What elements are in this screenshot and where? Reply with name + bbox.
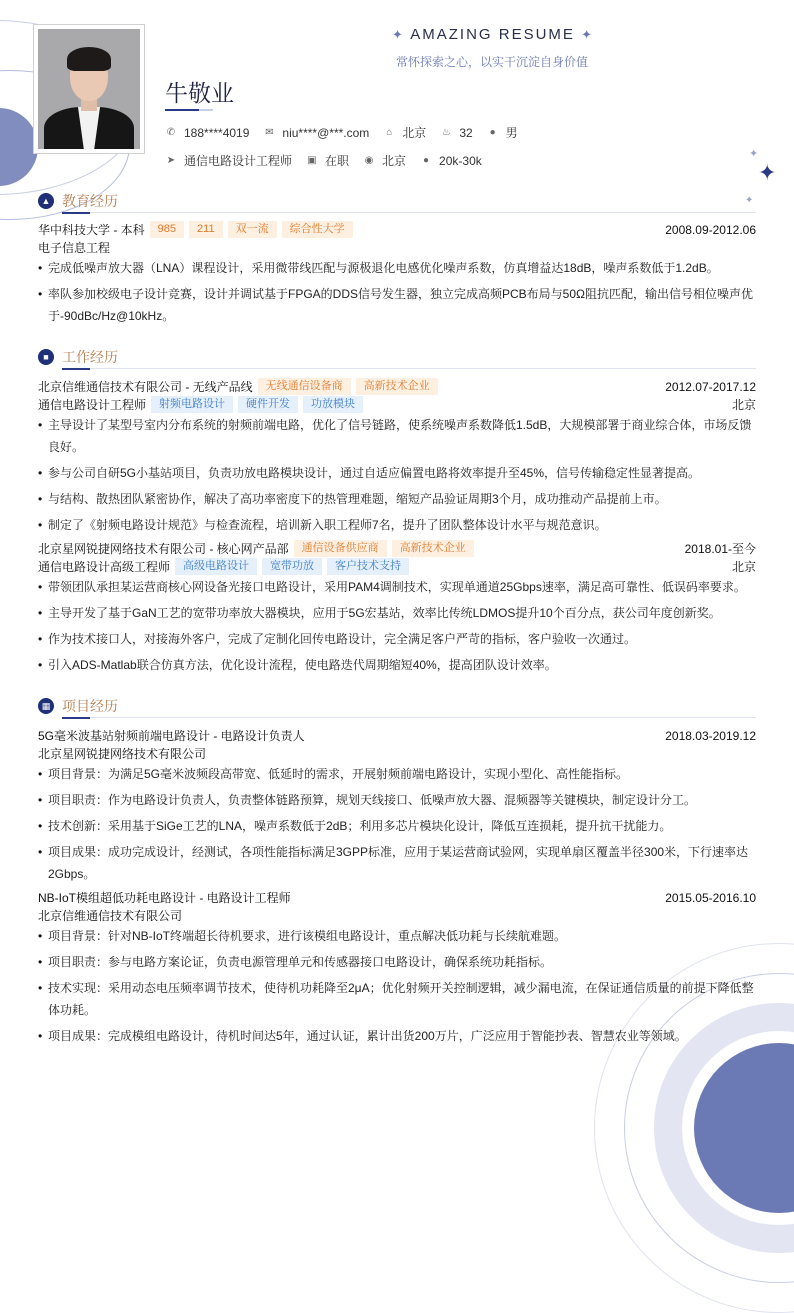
job-intent-row: [165, 152, 496, 169]
section-education: [38, 191, 118, 211]
job-bullet: • 与结构、散热团队紧密协作，解决了高功率密度下的热管理难题，缩短产品验证周期3个月，成功推动产品提前上市。: [38, 488, 756, 510]
project-title: 5G毫米波基站射频前端电路设计 - 电路设计负责人: [38, 729, 305, 743]
job-period: 2012.07-2017.12: [665, 379, 756, 394]
education-major-row: [38, 239, 756, 256]
section-divider: [62, 368, 756, 369]
send-icon: ➤: [166, 155, 176, 166]
school: 华中科技大学 - 本科: [38, 223, 145, 237]
major: 电子信息工程: [38, 241, 111, 255]
grid-icon: ▦: [38, 698, 54, 714]
education-period: 2008.09-2012.06: [665, 222, 756, 237]
company: 北京星网锐捷网络技术有限公司 - 核心网产品部: [38, 542, 289, 556]
home-icon: ⌂: [386, 127, 393, 138]
project-entry-header: [38, 727, 756, 744]
education-bullet: • 率队参加校级电子设计竞赛，设计并调试基于FPGA的DDS信号发生器，独立完成高频PCB布局与50Ω阻抗匹配，输出信号相位噪声优于-90dBc/Hz@10kHz。: [38, 283, 756, 327]
sparkle-icon: ✦: [758, 160, 777, 185]
email: niu****@***.com: [282, 125, 370, 140]
section-title: 项目经历: [62, 698, 118, 714]
job-bullet: • 作为技术接口人，对接海外客户，完成了定制化回传电路设计，完全满足客户严苛的指标，客户验收一次通过。: [38, 628, 756, 650]
job-bullet: • 带领团队承担某运营商核心网设备光接口电路设计，采用PAM4调制技术，实现单通道25Gbps速率，满足高可靠性、低误码率要求。: [38, 576, 756, 598]
project-org: 北京星网锐捷网络技术有限公司: [38, 747, 207, 761]
role-tag: 高级电路设计: [175, 558, 257, 575]
motto: 常怀探索之心，以实干沉淀自身价值: [395, 55, 588, 69]
resume-title-text: AMAZING RESUME: [410, 26, 575, 43]
role-tag: 客户技术支持: [327, 558, 409, 575]
profile-photo: [33, 24, 145, 154]
school-tag: 双一流: [228, 221, 277, 238]
section-title: 工作经历: [62, 349, 118, 365]
job-target: 通信电路设计工程师: [184, 154, 293, 168]
person-icon: ●: [489, 127, 496, 138]
project-bullet: • 项目成果：成功完成设计，经测试，各项性能指标满足3GPP标准，应用于某运营商试验网，实现单扇区覆盖半径300米，下行速率达2Gbps。: [38, 841, 756, 885]
project-org: 北京信维通信技术有限公司: [38, 909, 183, 923]
job-period: 2018.01-至今: [684, 542, 756, 556]
section-divider-accent: [62, 212, 90, 214]
job-role-row: [38, 558, 756, 575]
email-icon: ✉: [265, 127, 274, 138]
briefcase-icon: ▣: [307, 155, 317, 166]
job-bullet: • 参与公司自研5G小基站项目，负责功放电路模块设计，通过自适应偏置电路将效率提升至45%，信号传输稳定性显著提高。: [38, 462, 756, 484]
contact-info-row: [165, 124, 532, 141]
role-tag: 射频电路设计: [151, 396, 233, 413]
city: 北京: [402, 126, 427, 140]
company-tag: 高新技术企业: [356, 378, 438, 395]
section-divider-accent: [62, 717, 90, 719]
company: 北京信维通信技术有限公司 - 无线产品线: [38, 380, 253, 394]
name-underline: [165, 109, 199, 111]
project-bullet: • 项目职责：作为电路设计负责人，负责整体链路预算，规划天线接口、低噪声放大器、混频器等关键模块，制定设计分工。: [38, 789, 756, 811]
job-bullet: • 引入ADS-Matlab联合仿真方法，优化设计流程，使电路迭代周期缩短40%，提高团队设计效率。: [38, 654, 756, 676]
section-work: [38, 347, 118, 367]
job-bullet: • 主导开发了基于GaN工艺的宽带功率放大器模块，应用于5G宏基站，效率比传统LDMOS提升10个百分点，获公司年度创新奖。: [38, 602, 756, 624]
location-icon: ◉: [364, 155, 374, 166]
company-tag: 无线通信设备商: [258, 378, 351, 395]
education-entry-header: [38, 221, 756, 238]
project-bullet: • 技术创新：采用基于SiGe工艺的LNA，噪声系数低于2dB；利用多芯片模块化设计，降低互连损耗，提升抗干扰能力。: [38, 815, 756, 837]
project-bullet: • 项目背景：为满足5G毫米波频段高带宽、低延时的需求，开展射频前端电路设计，实现小型化、高性能指标。: [38, 763, 756, 785]
gender: 男: [505, 126, 518, 140]
section-title: 教育经历: [62, 193, 118, 209]
school-tag: 综合性大学: [282, 221, 353, 238]
target-city: 北京: [382, 154, 407, 168]
project-bullet: • 技术实现：采用动态电压频率调节技术，使待机功耗降至2μA；优化射频开关控制逻辑，减少漏电流，在保证通信质量的前提下降低整体功耗。: [38, 977, 756, 1021]
role-tag: 宽带功放: [262, 558, 322, 575]
role-tag: 功放模块: [303, 396, 363, 413]
cake-icon: ♨: [441, 127, 451, 138]
project-title: NB-IoT模组超低功耗电路设计 - 电路设计工程师: [38, 891, 291, 905]
job-bullet: • 制定了《射频电路设计规范》与检查流程，培训新入职工程师7名，提升了团队整体设计水平与规范意识。: [38, 514, 756, 536]
candidate-name: 牛敬业: [165, 80, 234, 106]
sparkle-icon: ✦: [745, 195, 754, 206]
school-tag: 211: [189, 221, 223, 238]
briefcase-icon: ■: [38, 349, 54, 365]
star-icon: ✦: [391, 27, 405, 42]
project-org-row: [38, 907, 756, 924]
job-location: 北京: [731, 560, 756, 574]
section-divider: [62, 212, 756, 213]
section-projects: [38, 696, 118, 716]
star-icon: ✦: [581, 27, 594, 42]
job-role-row: [38, 396, 756, 413]
company-tag: 高新技术企业: [392, 540, 474, 557]
name-underline: [199, 109, 213, 111]
job-role: 通信电路设计工程师: [38, 398, 147, 412]
school-tag: 985: [150, 221, 184, 238]
job-location: 北京: [731, 398, 756, 412]
sparkle-icon: ✦: [749, 148, 759, 160]
resume-title: [390, 26, 596, 43]
education-bullet: • 完成低噪声放大器（LNA）课程设计，采用微带线匹配与源极退化电感优化噪声系数，仿真增益达18dB，噪声系数低于1.2dB。: [38, 257, 756, 279]
graduation-cap-icon: ▲: [38, 193, 54, 209]
project-bullet: • 项目背景：针对NB-IoT终端超长待机要求，进行该模组电路设计，重点解决低功耗与长续航难题。: [38, 925, 756, 947]
company-tag: 通信设备供应商: [294, 540, 387, 557]
project-period: 2015.05-2016.10: [665, 890, 756, 905]
salary: 20k-30k: [439, 153, 482, 168]
phone-icon: ✆: [166, 127, 176, 138]
project-bullet: • 项目职责：参与电路方案论证，负责电源管理单元和传感器接口电路设计，确保系统功耗指标。: [38, 951, 756, 973]
project-bullet: • 项目成果：完成模组电路设计，待机时间达5年，通过认证，累计出货200万片，广泛应用于智能抄表、智慧农业等领域。: [38, 1025, 756, 1047]
phone: 188****4019: [184, 125, 250, 140]
job-role: 通信电路设计高级工程师: [38, 560, 171, 574]
job-bullet: • 主导设计了某型号室内分布系统的射频前端电路，优化了信号链路，使系统噪声系数降低1.5dB，大规模部署于商业综合体，市场反馈良好。: [38, 414, 756, 458]
section-divider: [62, 717, 756, 718]
employment-status: 在职: [325, 154, 350, 168]
job-entry-header: [38, 540, 756, 557]
job-entry-header: [38, 378, 756, 395]
project-period: 2018.03-2019.12: [665, 728, 756, 743]
section-divider-accent: [62, 368, 90, 370]
project-entry-header: [38, 889, 756, 906]
project-org-row: [38, 745, 756, 762]
decorative-circle: [694, 1043, 794, 1213]
role-tag: 硬件开发: [238, 396, 298, 413]
money-icon: ●: [423, 155, 430, 166]
age: 32: [459, 125, 473, 140]
